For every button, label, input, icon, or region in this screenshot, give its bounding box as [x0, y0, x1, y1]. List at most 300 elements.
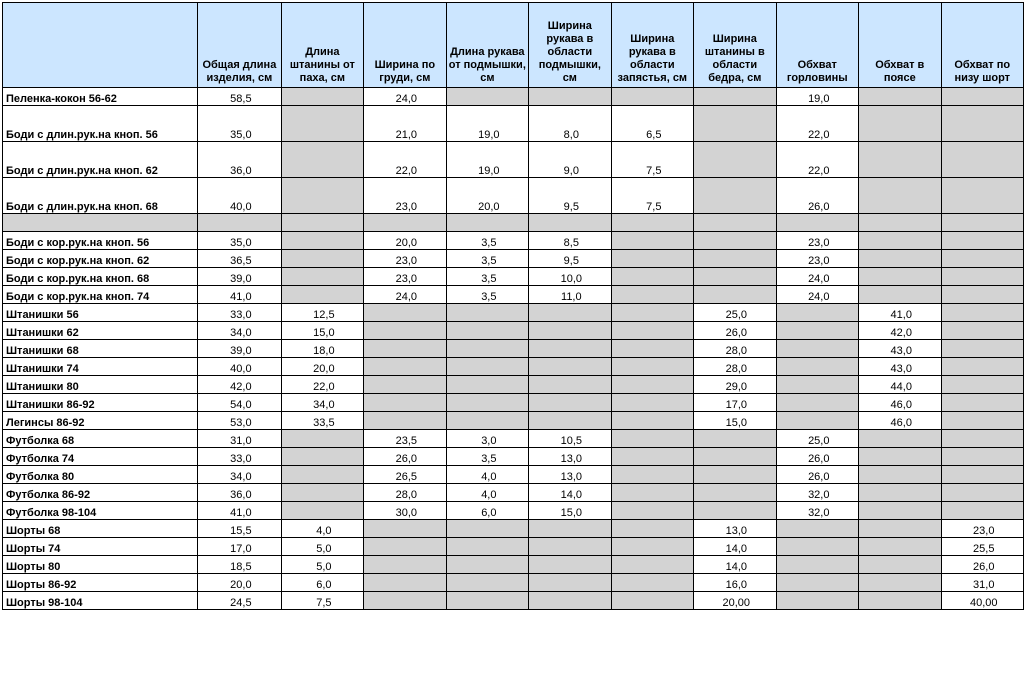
cell-thigh-width: 28,0 [694, 358, 776, 376]
table-row [3, 574, 1024, 592]
cell-product-name: Футболка 68 [3, 430, 198, 448]
cell-waist-girth [859, 232, 941, 250]
cell-shorts-hem-girth [941, 178, 1024, 214]
cell-chest-width: 21,0 [364, 106, 446, 142]
cell-neck-girth [776, 574, 858, 592]
cell-sleeve-wrist-width [611, 574, 693, 592]
cell-sleeve-armpit-width [529, 538, 611, 556]
cell-sleeve-armpit-width: 10,5 [529, 430, 611, 448]
header-cell-inseam: Длина штанины от паха, см [281, 3, 363, 88]
table-row [3, 214, 1024, 232]
size-chart-table [2, 2, 1024, 610]
cell-sleeve-length [446, 214, 528, 232]
cell-inseam [281, 178, 363, 214]
cell-waist-girth [859, 484, 941, 502]
cell-thigh-width [694, 466, 776, 484]
cell-thigh-width [694, 88, 776, 106]
cell-shorts-hem-girth [941, 286, 1024, 304]
cell-thigh-width: 16,0 [694, 574, 776, 592]
cell-sleeve-armpit-width: 11,0 [529, 286, 611, 304]
cell-thigh-width [694, 232, 776, 250]
cell-sleeve-wrist-width [611, 412, 693, 430]
cell-product-name: Шорты 68 [3, 520, 198, 538]
cell-sleeve-armpit-width: 9,5 [529, 250, 611, 268]
table-row [3, 142, 1024, 178]
cell-shorts-hem-girth: 40,00 [941, 592, 1024, 610]
cell-waist-girth: 46,0 [859, 412, 941, 430]
cell-chest-width: 22,0 [364, 142, 446, 178]
cell-sleeve-wrist-width: 7,5 [611, 142, 693, 178]
cell-total-length: 15,5 [198, 520, 281, 538]
cell-thigh-width [694, 484, 776, 502]
cell-total-length: 35,0 [198, 106, 281, 142]
cell-sleeve-length [446, 592, 528, 610]
cell-waist-girth [859, 520, 941, 538]
header-cell-sleeve-wrist-width: Ширина рукава в области запястья, см [611, 3, 693, 88]
cell-product-name: Боди с кор.рук.на кноп. 68 [3, 268, 198, 286]
cell-inseam: 5,0 [281, 538, 363, 556]
cell-sleeve-armpit-width: 14,0 [529, 484, 611, 502]
table-row [3, 538, 1024, 556]
cell-chest-width [364, 322, 446, 340]
cell-waist-girth [859, 250, 941, 268]
table-row [3, 322, 1024, 340]
cell-inseam: 33,5 [281, 412, 363, 430]
cell-product-name: Шорты 74 [3, 538, 198, 556]
cell-sleeve-armpit-width [529, 358, 611, 376]
cell-sleeve-wrist-width [611, 592, 693, 610]
cell-sleeve-armpit-width [529, 520, 611, 538]
cell-thigh-width [694, 142, 776, 178]
cell-inseam: 7,5 [281, 592, 363, 610]
cell-sleeve-wrist-width [611, 322, 693, 340]
table-row [3, 178, 1024, 214]
cell-thigh-width [694, 430, 776, 448]
cell-product-name: Футболка 80 [3, 466, 198, 484]
header-cell-sleeve-armpit-width: Ширина рукава в области подмышки, см [529, 3, 611, 88]
cell-sleeve-wrist-width [611, 376, 693, 394]
cell-chest-width [364, 304, 446, 322]
cell-sleeve-length: 20,0 [446, 178, 528, 214]
cell-thigh-width: 26,0 [694, 322, 776, 340]
cell-inseam [281, 214, 363, 232]
cell-sleeve-wrist-width [611, 556, 693, 574]
cell-shorts-hem-girth: 25,5 [941, 538, 1024, 556]
cell-chest-width: 28,0 [364, 484, 446, 502]
cell-inseam [281, 286, 363, 304]
table-row [3, 88, 1024, 106]
cell-sleeve-length [446, 304, 528, 322]
cell-total-length: 35,0 [198, 232, 281, 250]
header-cell-sleeve-length: Длина рукава от подмышки, см [446, 3, 528, 88]
cell-neck-girth: 24,0 [776, 268, 858, 286]
table-row [3, 448, 1024, 466]
cell-waist-girth [859, 142, 941, 178]
cell-inseam: 22,0 [281, 376, 363, 394]
cell-thigh-width: 28,0 [694, 340, 776, 358]
cell-inseam [281, 88, 363, 106]
table-row [3, 286, 1024, 304]
cell-product-name: Футболка 74 [3, 448, 198, 466]
cell-chest-width [364, 394, 446, 412]
cell-product-name: Штанишки 80 [3, 376, 198, 394]
cell-shorts-hem-girth [941, 250, 1024, 268]
cell-total-length: 36,0 [198, 484, 281, 502]
cell-neck-girth [776, 214, 858, 232]
cell-chest-width [364, 214, 446, 232]
cell-sleeve-armpit-width [529, 412, 611, 430]
table-row [3, 358, 1024, 376]
table-row [3, 466, 1024, 484]
table-row [3, 268, 1024, 286]
cell-total-length: 18,5 [198, 556, 281, 574]
cell-waist-girth [859, 538, 941, 556]
cell-sleeve-wrist-width [611, 268, 693, 286]
cell-thigh-width [694, 502, 776, 520]
cell-chest-width: 24,0 [364, 286, 446, 304]
header-cell-neck-girth: Обхват горловины [776, 3, 858, 88]
cell-shorts-hem-girth [941, 340, 1024, 358]
cell-sleeve-wrist-width [611, 484, 693, 502]
cell-waist-girth [859, 214, 941, 232]
cell-shorts-hem-girth [941, 484, 1024, 502]
cell-total-length: 40,0 [198, 178, 281, 214]
cell-sleeve-length [446, 322, 528, 340]
cell-sleeve-length: 3,5 [446, 286, 528, 304]
cell-neck-girth: 32,0 [776, 502, 858, 520]
cell-thigh-width [694, 286, 776, 304]
cell-product-name: Боди с кор.рук.на кноп. 74 [3, 286, 198, 304]
cell-total-length: 40,0 [198, 358, 281, 376]
cell-sleeve-length: 3,5 [446, 232, 528, 250]
cell-sleeve-wrist-width [611, 430, 693, 448]
cell-neck-girth: 19,0 [776, 88, 858, 106]
table-row [3, 412, 1024, 430]
cell-inseam: 34,0 [281, 394, 363, 412]
cell-product-name [3, 214, 198, 232]
cell-waist-girth [859, 502, 941, 520]
cell-shorts-hem-girth [941, 142, 1024, 178]
cell-waist-girth [859, 466, 941, 484]
cell-sleeve-length: 3,0 [446, 430, 528, 448]
cell-inseam: 6,0 [281, 574, 363, 592]
cell-sleeve-wrist-width [611, 232, 693, 250]
cell-sleeve-armpit-width [529, 592, 611, 610]
cell-chest-width [364, 358, 446, 376]
cell-shorts-hem-girth: 26,0 [941, 556, 1024, 574]
cell-sleeve-length: 4,0 [446, 484, 528, 502]
cell-waist-girth [859, 556, 941, 574]
cell-neck-girth [776, 304, 858, 322]
cell-waist-girth: 41,0 [859, 304, 941, 322]
cell-chest-width [364, 412, 446, 430]
cell-thigh-width: 29,0 [694, 376, 776, 394]
cell-thigh-width [694, 106, 776, 142]
table-row [3, 376, 1024, 394]
cell-sleeve-armpit-width [529, 304, 611, 322]
cell-total-length: 33,0 [198, 448, 281, 466]
cell-neck-girth [776, 394, 858, 412]
cell-shorts-hem-girth [941, 448, 1024, 466]
cell-sleeve-length [446, 538, 528, 556]
cell-sleeve-wrist-width [611, 448, 693, 466]
cell-chest-width: 20,0 [364, 232, 446, 250]
cell-waist-girth [859, 268, 941, 286]
cell-thigh-width [694, 448, 776, 466]
cell-sleeve-length: 3,5 [446, 250, 528, 268]
cell-sleeve-length: 19,0 [446, 106, 528, 142]
cell-thigh-width: 15,0 [694, 412, 776, 430]
cell-sleeve-wrist-width [611, 88, 693, 106]
cell-waist-girth [859, 106, 941, 142]
cell-sleeve-armpit-width [529, 556, 611, 574]
cell-thigh-width: 14,0 [694, 556, 776, 574]
table-row [3, 232, 1024, 250]
cell-neck-girth: 32,0 [776, 484, 858, 502]
cell-inseam: 20,0 [281, 358, 363, 376]
cell-product-name: Штанишки 74 [3, 358, 198, 376]
header-cell-thigh-width: Ширина штанины в области бедра, см [694, 3, 776, 88]
header-cell-total-length: Общая длина изделия, см [198, 3, 281, 88]
cell-total-length: 34,0 [198, 322, 281, 340]
cell-sleeve-wrist-width [611, 340, 693, 358]
cell-shorts-hem-girth [941, 430, 1024, 448]
table-row [3, 430, 1024, 448]
cell-total-length: 24,5 [198, 592, 281, 610]
cell-shorts-hem-girth: 31,0 [941, 574, 1024, 592]
cell-inseam [281, 250, 363, 268]
cell-inseam [281, 106, 363, 142]
cell-waist-girth [859, 286, 941, 304]
cell-neck-girth: 22,0 [776, 106, 858, 142]
cell-total-length: 41,0 [198, 286, 281, 304]
cell-sleeve-length: 3,5 [446, 448, 528, 466]
cell-total-length: 31,0 [198, 430, 281, 448]
cell-waist-girth [859, 88, 941, 106]
cell-chest-width [364, 340, 446, 358]
cell-sleeve-wrist-width [611, 250, 693, 268]
header-cell-waist-girth: Обхват в поясе [859, 3, 941, 88]
cell-neck-girth [776, 592, 858, 610]
cell-chest-width: 24,0 [364, 88, 446, 106]
cell-neck-girth [776, 520, 858, 538]
cell-product-name: Легинсы 86-92 [3, 412, 198, 430]
cell-thigh-width [694, 268, 776, 286]
cell-sleeve-wrist-width [611, 538, 693, 556]
cell-neck-girth: 23,0 [776, 250, 858, 268]
cell-sleeve-length [446, 412, 528, 430]
cell-shorts-hem-girth [941, 412, 1024, 430]
cell-inseam [281, 430, 363, 448]
cell-sleeve-length [446, 88, 528, 106]
cell-sleeve-length [446, 556, 528, 574]
cell-product-name: Пеленка-кокон 56-62 [3, 88, 198, 106]
table-row [3, 502, 1024, 520]
cell-sleeve-armpit-width: 8,0 [529, 106, 611, 142]
cell-total-length: 33,0 [198, 304, 281, 322]
table-row [3, 520, 1024, 538]
cell-shorts-hem-girth [941, 394, 1024, 412]
cell-neck-girth [776, 556, 858, 574]
cell-sleeve-wrist-width [611, 394, 693, 412]
cell-product-name: Штанишки 62 [3, 322, 198, 340]
cell-shorts-hem-girth [941, 502, 1024, 520]
cell-waist-girth: 43,0 [859, 358, 941, 376]
cell-sleeve-length [446, 340, 528, 358]
cell-neck-girth [776, 340, 858, 358]
cell-thigh-width: 17,0 [694, 394, 776, 412]
cell-waist-girth [859, 592, 941, 610]
cell-total-length: 36,0 [198, 142, 281, 178]
cell-inseam [281, 142, 363, 178]
cell-neck-girth: 26,0 [776, 448, 858, 466]
cell-waist-girth [859, 430, 941, 448]
cell-neck-girth: 24,0 [776, 286, 858, 304]
cell-total-length: 36,5 [198, 250, 281, 268]
cell-thigh-width: 25,0 [694, 304, 776, 322]
cell-sleeve-wrist-width [611, 358, 693, 376]
cell-inseam: 15,0 [281, 322, 363, 340]
cell-waist-girth [859, 178, 941, 214]
cell-chest-width [364, 556, 446, 574]
header-cell-chest-width: Ширина по груди, см [364, 3, 446, 88]
cell-total-length: 39,0 [198, 268, 281, 286]
cell-product-name: Боди с кор.рук.на кноп. 62 [3, 250, 198, 268]
cell-sleeve-length: 4,0 [446, 466, 528, 484]
cell-thigh-width [694, 178, 776, 214]
cell-neck-girth: 26,0 [776, 466, 858, 484]
cell-total-length: 42,0 [198, 376, 281, 394]
cell-shorts-hem-girth [941, 322, 1024, 340]
cell-product-name: Шорты 98-104 [3, 592, 198, 610]
cell-product-name: Боди с длин.рук.на кноп. 62 [3, 142, 198, 178]
cell-sleeve-armpit-width [529, 340, 611, 358]
table-row [3, 106, 1024, 142]
cell-waist-girth: 46,0 [859, 394, 941, 412]
header-cell-shorts-hem-girth: Обхват по низу шорт [941, 3, 1024, 88]
cell-thigh-width [694, 214, 776, 232]
cell-product-name: Боди с кор.рук.на кноп. 56 [3, 232, 198, 250]
cell-neck-girth [776, 322, 858, 340]
cell-chest-width [364, 376, 446, 394]
cell-total-length: 53,0 [198, 412, 281, 430]
cell-chest-width: 23,5 [364, 430, 446, 448]
cell-waist-girth [859, 574, 941, 592]
cell-neck-girth [776, 538, 858, 556]
table-row [3, 340, 1024, 358]
cell-inseam: 18,0 [281, 340, 363, 358]
cell-inseam: 4,0 [281, 520, 363, 538]
cell-thigh-width: 20,00 [694, 592, 776, 610]
cell-shorts-hem-girth [941, 88, 1024, 106]
cell-waist-girth: 43,0 [859, 340, 941, 358]
cell-inseam: 5,0 [281, 556, 363, 574]
cell-product-name: Футболка 98-104 [3, 502, 198, 520]
cell-sleeve-armpit-width [529, 394, 611, 412]
cell-inseam: 12,5 [281, 304, 363, 322]
cell-total-length: 39,0 [198, 340, 281, 358]
cell-shorts-hem-girth [941, 466, 1024, 484]
cell-product-name: Шорты 86-92 [3, 574, 198, 592]
cell-product-name: Боди с длин.рук.на кноп. 56 [3, 106, 198, 142]
cell-product-name: Штанишки 86-92 [3, 394, 198, 412]
cell-total-length: 41,0 [198, 502, 281, 520]
table-row [3, 556, 1024, 574]
cell-sleeve-wrist-width: 6,5 [611, 106, 693, 142]
table-body [3, 88, 1024, 610]
cell-total-length: 58,5 [198, 88, 281, 106]
cell-chest-width: 30,0 [364, 502, 446, 520]
cell-total-length: 34,0 [198, 466, 281, 484]
table-row [3, 592, 1024, 610]
cell-shorts-hem-girth: 23,0 [941, 520, 1024, 538]
cell-shorts-hem-girth [941, 304, 1024, 322]
cell-sleeve-length: 3,5 [446, 268, 528, 286]
cell-sleeve-armpit-width: 8,5 [529, 232, 611, 250]
cell-sleeve-armpit-width: 9,0 [529, 142, 611, 178]
cell-sleeve-wrist-width [611, 214, 693, 232]
cell-product-name: Боди с длин.рук.на кноп. 68 [3, 178, 198, 214]
cell-neck-girth [776, 376, 858, 394]
cell-inseam [281, 448, 363, 466]
cell-chest-width [364, 538, 446, 556]
cell-sleeve-wrist-width [611, 520, 693, 538]
table-row [3, 250, 1024, 268]
cell-shorts-hem-girth [941, 214, 1024, 232]
cell-total-length [198, 214, 281, 232]
cell-sleeve-length [446, 394, 528, 412]
cell-thigh-width [694, 250, 776, 268]
cell-inseam [281, 466, 363, 484]
cell-neck-girth: 22,0 [776, 142, 858, 178]
cell-sleeve-length [446, 520, 528, 538]
cell-inseam [281, 502, 363, 520]
cell-waist-girth [859, 448, 941, 466]
header-cell-product [3, 3, 198, 88]
cell-thigh-width: 13,0 [694, 520, 776, 538]
cell-waist-girth: 44,0 [859, 376, 941, 394]
cell-shorts-hem-girth [941, 358, 1024, 376]
table-row [3, 394, 1024, 412]
cell-neck-girth: 23,0 [776, 232, 858, 250]
cell-inseam [281, 268, 363, 286]
cell-product-name: Шорты 80 [3, 556, 198, 574]
cell-sleeve-armpit-width [529, 88, 611, 106]
cell-chest-width: 26,0 [364, 448, 446, 466]
cell-total-length: 20,0 [198, 574, 281, 592]
cell-shorts-hem-girth [941, 106, 1024, 142]
cell-inseam [281, 232, 363, 250]
cell-sleeve-wrist-width [611, 286, 693, 304]
cell-product-name: Футболка 86-92 [3, 484, 198, 502]
header-row [3, 3, 1024, 88]
cell-sleeve-wrist-width [611, 304, 693, 322]
cell-chest-width: 23,0 [364, 178, 446, 214]
cell-sleeve-length: 6,0 [446, 502, 528, 520]
cell-inseam [281, 484, 363, 502]
cell-sleeve-armpit-width: 13,0 [529, 448, 611, 466]
table-header [3, 3, 1024, 88]
cell-total-length: 17,0 [198, 538, 281, 556]
cell-neck-girth [776, 412, 858, 430]
cell-sleeve-armpit-width [529, 214, 611, 232]
cell-chest-width [364, 520, 446, 538]
cell-chest-width: 23,0 [364, 250, 446, 268]
cell-sleeve-wrist-width: 7,5 [611, 178, 693, 214]
cell-sleeve-length [446, 358, 528, 376]
cell-total-length: 54,0 [198, 394, 281, 412]
cell-product-name: Штанишки 68 [3, 340, 198, 358]
